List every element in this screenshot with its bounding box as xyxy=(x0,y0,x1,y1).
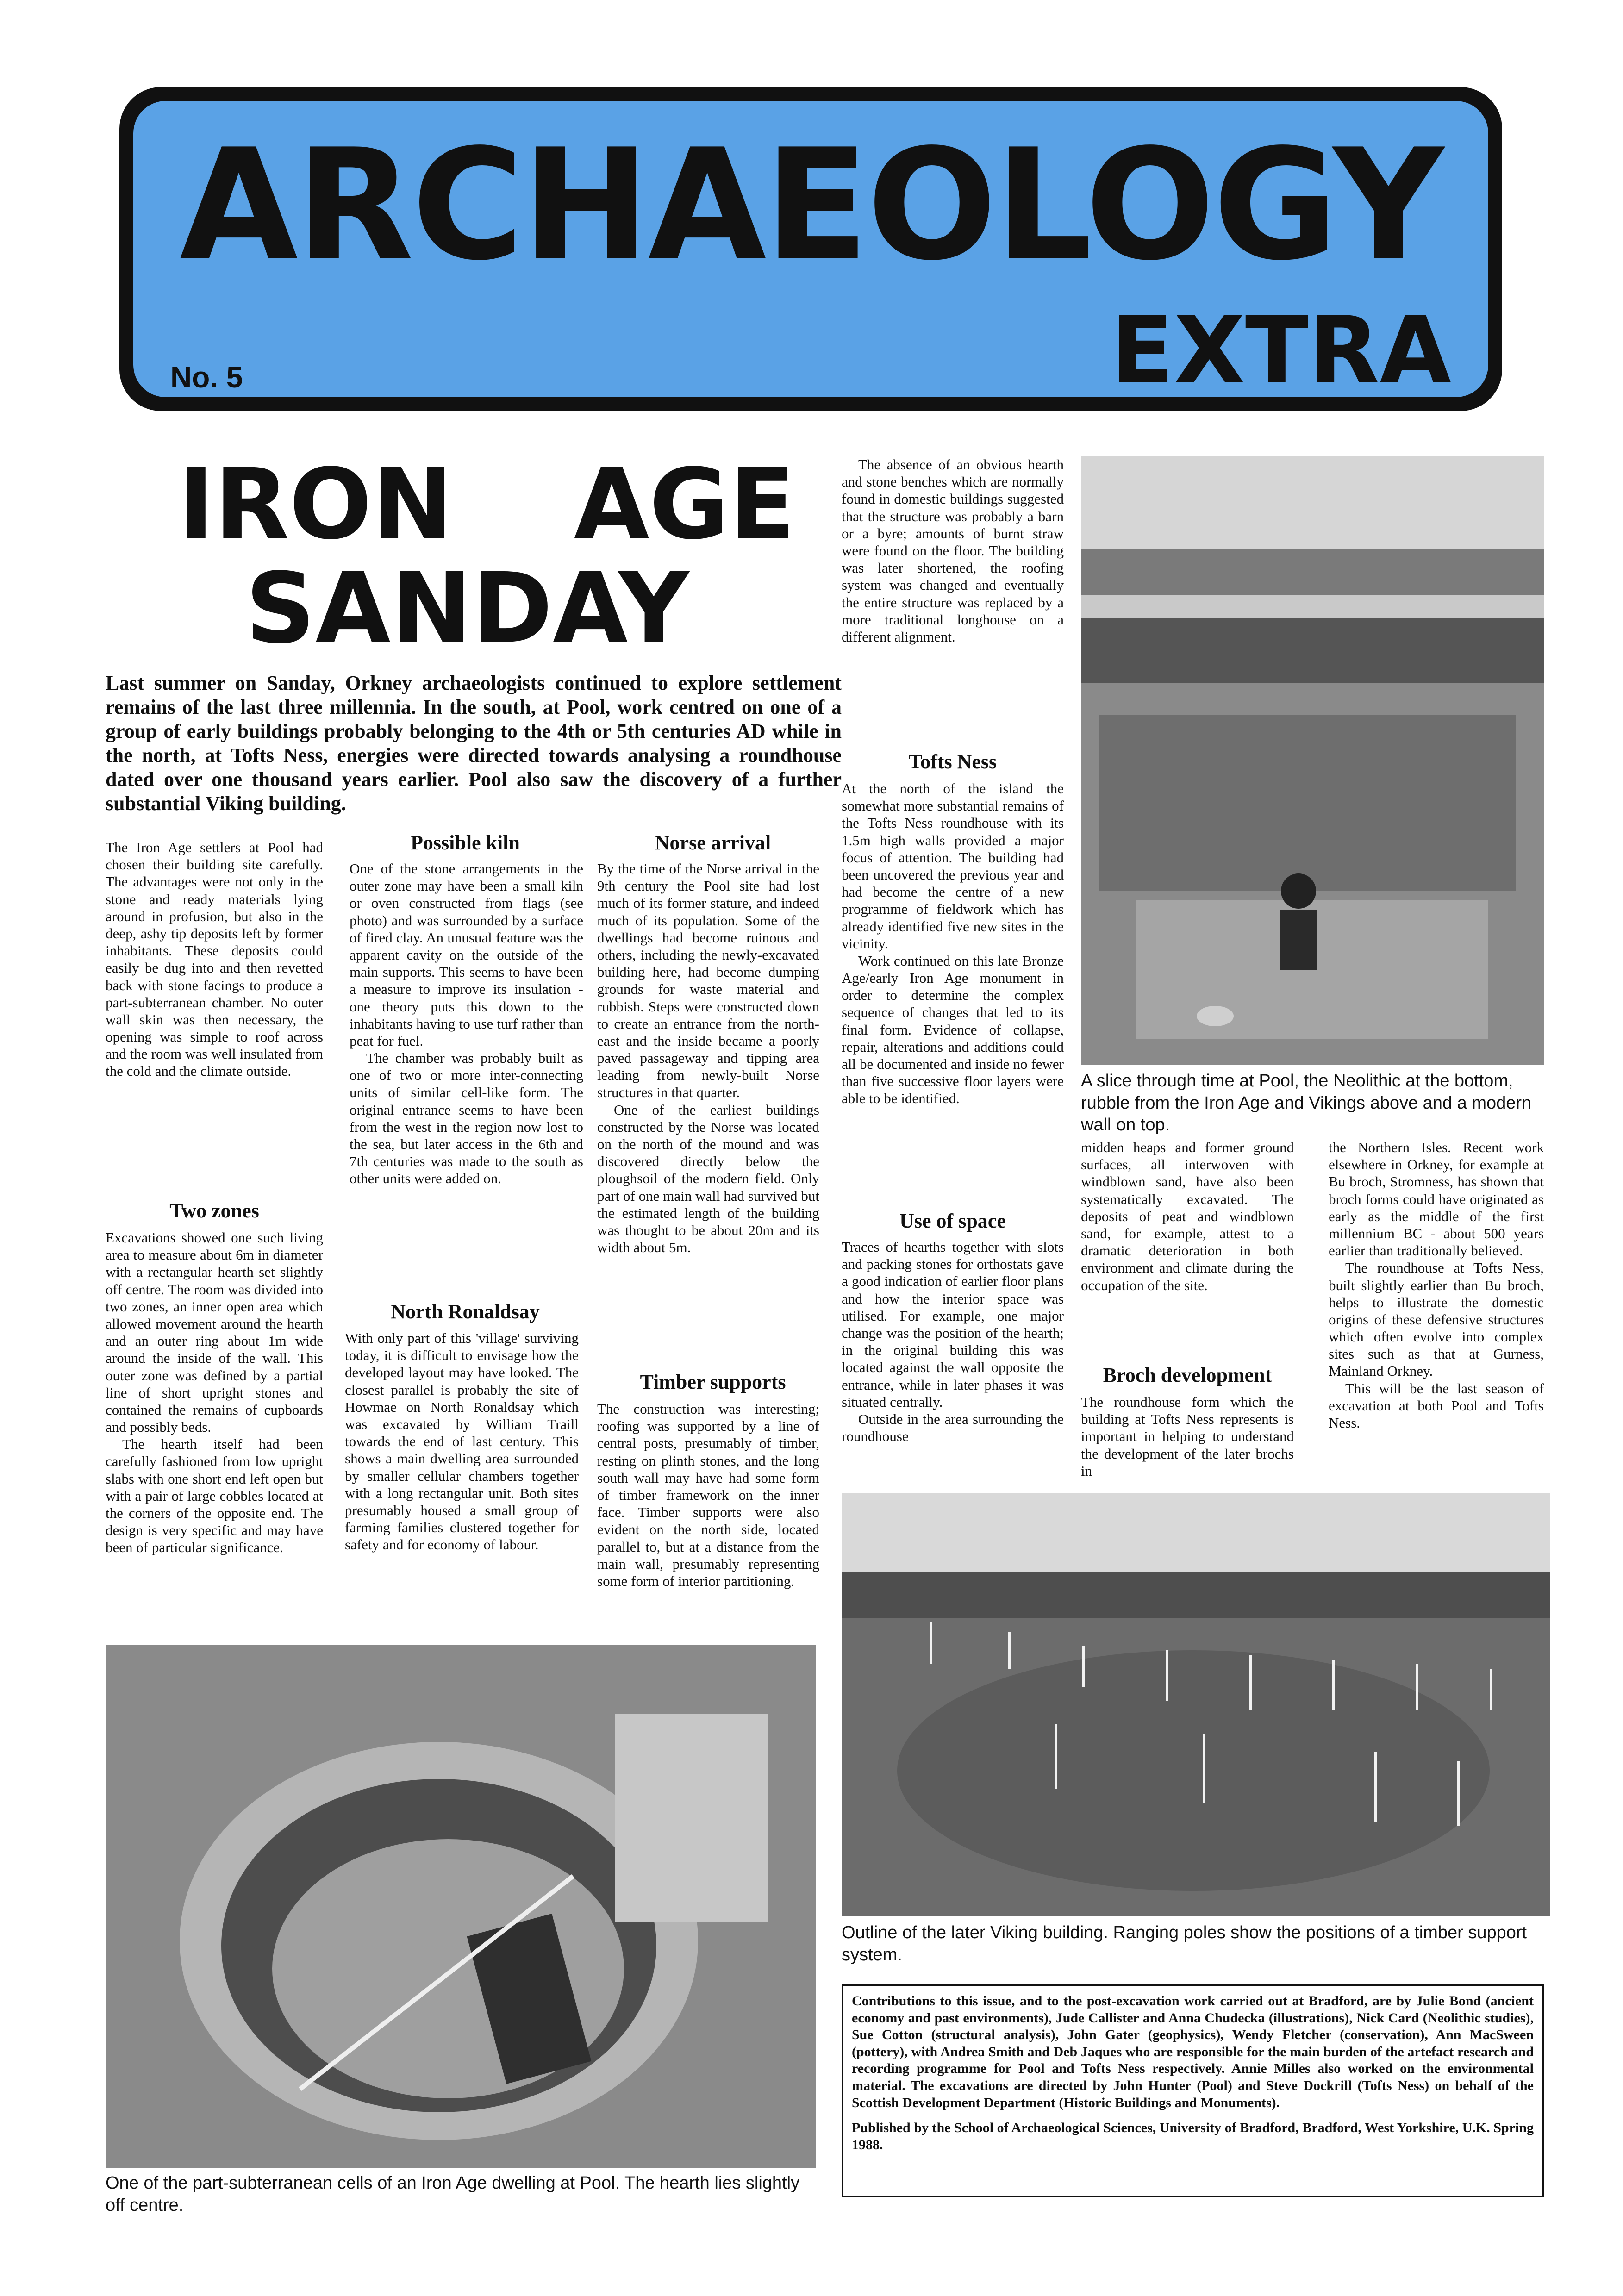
issue-number: No. 5 xyxy=(170,361,243,394)
column-1-lower xyxy=(106,1229,323,1556)
col5-p2: The roundhouse form which the building at Tofts Ness represents is important in helping to understand the development of the later brochs in xyxy=(1081,1394,1294,1479)
photo-viking-building-image xyxy=(842,1493,1550,1916)
col6-p1: the Northern Isles. Recent work elsewhere in Orkney, for example at Bu broch, Stromness, has shown that broch forms could have originated as early as the middle of the first millennium BC - about 500 years earlier than traditionally believed. xyxy=(1329,1139,1544,1259)
masthead-panel xyxy=(133,101,1488,397)
heading-timber-supports: Timber supports xyxy=(640,1371,786,1393)
col4-p5: Outside in the area surrounding the roundhouse xyxy=(842,1410,1064,1445)
col2-p1: One of the stone arrangements in the outer zone may have been a small kiln or oven constructed from flags (see photo) and was surrounded by a surface of fired clay. An unusual feature was the apparent cavity on the outside of the main supports. This seems to have been a measure to improve its insulation - one theory puts this down to the inhabitants having to use turf rather than peat for fuel. xyxy=(350,861,583,1049)
column-4-top xyxy=(842,456,1064,645)
col3-p3: The construction was interesting; roofing was supported by a line of central posts, presumably of timber, resting on plinth stones, and the long south wall may have had some form of timber framework on the inner face. Timber supports were also evident on the north side, located parallel to, but at a distance from the main wall, presumably representing some form of interior partitioning. xyxy=(597,1401,819,1589)
col6-p2: The roundhouse at Tofts Ness, built slightly earlier than Bu broch, helps to illustrate the domestic origins of these defensive structures which often evolve into complex sites such as that at Gurness, Mainland Orkney. xyxy=(1329,1260,1544,1379)
col4-p3: Work continued on this late Bronze Age/early Iron Age monument in order to determine the complex sequence of changes that led to its final form. Evidence of collapse, repair, alterations and additions could all be documented and inside no fewer than five successive floor layers were able to be identified. xyxy=(842,952,1064,1107)
heading-broch-development: Broch development xyxy=(1103,1364,1272,1386)
photo-iron-age-cell-image xyxy=(106,1645,816,2168)
column-2-lower xyxy=(345,1329,579,1553)
col3-p2: One of the earliest buildings constructed by the Norse was located on the north of the mound and was discovered directly below the ploughsoil of the modern field. Only part of one main wall had survived but the estimated length of the building was thought to be about 20m and its width about 5m. xyxy=(597,1101,819,1256)
column-3 xyxy=(597,860,819,1256)
col6-p3: This will be the last season of excavation at both Pool and Tofts Ness. xyxy=(1329,1380,1544,1431)
col2-p3: With only part of this 'village' surviving today, it is difficult to envisage how the developed layout may have looked. The closest parallel is probably the site of Howmae on North Ronaldsay which was excavated by William Traill towards the end of last century. This shows a main dwelling area surrounded by smaller cellular chambers together with a long rectangular unit. Both sites presumably housed a small group of farming families clustered together for safety and for economy of labour. xyxy=(345,1330,579,1553)
heading-possible-kiln: Possible kiln xyxy=(411,831,520,854)
col4-p4: Traces of hearths together with slots and packing stones for orthostats gave a good indication of earlier floor plans and how the interior space was utilised. For example, one major change was the position of the hearth; in the original building this was located against the wall opposite the entrance, while in later phases it was situated centrally. xyxy=(842,1239,1064,1410)
col2-p2: The chamber was probably built as one of two or more inter-connecting units of similar cell-like form. The original entrance seems to have been from the west in the region now lost to the sea, but later access in the 6th and 7th centuries was made to the south as other units were added on. xyxy=(350,1050,583,1187)
heading-north-ronaldsay: North Ronaldsay xyxy=(391,1300,540,1323)
photo-pool-section-image xyxy=(1081,456,1544,1065)
masthead-title: ARCHAEOLOGY xyxy=(180,116,1442,294)
masthead-subtitle: EXTRA xyxy=(1110,297,1451,397)
masthead xyxy=(119,87,1502,411)
credits-publisher: Published by the School of Archaeological Sciences, University of Bradford, Bradford, West Yorkshire, U.K. Spring 1988. xyxy=(852,2120,1534,2152)
column-3-lower xyxy=(597,1400,819,1590)
caption-bottom-left: One of the part-subterranean cells of an Iron Age dwelling at Pool. The hearth lies slightly off centre. xyxy=(106,2173,800,2215)
photo-viking-building xyxy=(842,1493,1550,1916)
col1-p2: Excavations showed one such living area to measure about 6m in diameter with a rectangular hearth set slightly off centre. The room was divided into two zones, an inner open area which allowed movement around the hearth and an outer ring about 1m wide around the inside of the wall. This outer zone was defined by a partial line of short upright stones and contained the remains of cupboards and possibly beds. xyxy=(106,1229,323,1435)
col1-intro: The Iron Age settlers at Pool had chosen their building site carefully. The advantages were not only in the stone and ready materials lying around in profusion, but also in the deep, ashy tip deposits left by former inhabitants. These deposits could easily be dug into and then revetted back with stone facings to produce a part-subterranean chamber. No outer wall skin was then necessary, the opening was simple to roof across and the room was well insulated from the cold and the climate outside. xyxy=(106,839,323,1079)
col5-p1: midden heaps and former ground surfaces, all interwoven with windblown sand, have also been systematically excavated. The deposits of peat and windblown sand, for example, attest to a dramatic deterioration in both environment and climate during the occupation of the site. xyxy=(1081,1139,1294,1293)
column-4-mid xyxy=(842,780,1064,1107)
col1-p3: The hearth itself had been carefully fashioned from low upright slabs with one short end left open but with a pair of large cobbles located at the corners of the opposite end. The design is very specific and may have been of particular significance. xyxy=(106,1436,323,1556)
heading-two-zones: Two zones xyxy=(169,1199,259,1222)
headline-age: AGE xyxy=(574,448,796,561)
headline-iron: IRON xyxy=(178,448,454,561)
col3-p1: By the time of the Norse arrival in the 9th century the Pool site had lost much of its former stature, and indeed much of its population. Some of the dwellings had become ruinous and others, including the newly-excavated building here, had become dumping grounds for waste material and rubbish. Steps were constructed down to create an entrance from the north-east and the inside became a poorly paved passageway and tipping area leading from newly-built Norse structures in that quarter. xyxy=(597,861,819,1101)
column-5 xyxy=(1081,1139,1294,1294)
credits-contributors: Contributions to this issue, and to the post-excavation work carried out at Bradford, are by Julie Bond (ancient economy and past environments), Jude Callister and Anna Chudecka (illustrations), Nick Card (Neolithic studies), Sue Cotton (structural analysis), John Gater (geophysics), Wendy Fletcher (conservation), Ann MacSween (pottery), with Andrea Smith and Deb Jaques who are responsible for the main burden of the artefact research and recording programme for Pool and Tofts Ness respectively. Annie Milles also worked on the environmental material. The excavations are directed by John Hunter (Pool) and Steve Dockrill (Tofts Ness) on behalf of the Scottish Development Department (Historic Buildings and Monuments). xyxy=(852,1993,1534,2110)
heading-use-of-space: Use of space xyxy=(899,1210,1006,1232)
caption-top-right: A slice through time at Pool, the Neolithic at the bottom, rubble from the Iron Age and Vikings above and a modern wall on top. xyxy=(1081,1071,1532,1135)
column-5-lower xyxy=(1081,1393,1294,1479)
col4-p2: At the north of the island the somewhat more substantial remains of the Tofts Ness roundhouse with its 1.5m high walls provided a major focus of attention. The building had been uncovered the previous year and had become the centre of a new programme of fieldwork which has already identified five new sites in the vicinity. xyxy=(842,780,1064,952)
column-2 xyxy=(350,860,583,1187)
col4-p1: The absence of an obvious hearth and stone benches which are normally found in domestic buildings suggested that the structure was probably a barn or a byre; amounts of burnt straw were found on the floor. The building was later shortened, the roofing system was changed and eventually the entire structure was replaced by a more traditional longhouse on a different alignment. xyxy=(842,456,1064,645)
lede-paragraph: Last summer on Sanday, Orkney archaeologists continued to explore settlement remains of the last three millennia. In the south, at Pool, work centred on one of a group of early buildings probably belonging to the 4th or 5th centuries AD while in the north, at Tofts Ness, energies were directed towards analysing a roundhouse dated over one thousand years earlier. Pool also saw the discovery of a further substantial Viking building. xyxy=(106,672,842,815)
heading-tofts-ness: Tofts Ness xyxy=(908,750,997,773)
credits-box xyxy=(842,1984,1544,2197)
headline-sanday: SANDAY xyxy=(245,552,689,665)
column-6 xyxy=(1329,1139,1544,1431)
heading-norse-arrival: Norse arrival xyxy=(655,831,771,854)
caption-middle-right: Outline of the later Viking building. Ranging poles show the positions of a timber support system. xyxy=(842,1923,1527,1965)
photo-pool-section xyxy=(1081,456,1544,1065)
column-1 xyxy=(106,839,323,1080)
column-4-lower xyxy=(842,1238,1064,1445)
photo-iron-age-cell xyxy=(106,1645,816,2168)
